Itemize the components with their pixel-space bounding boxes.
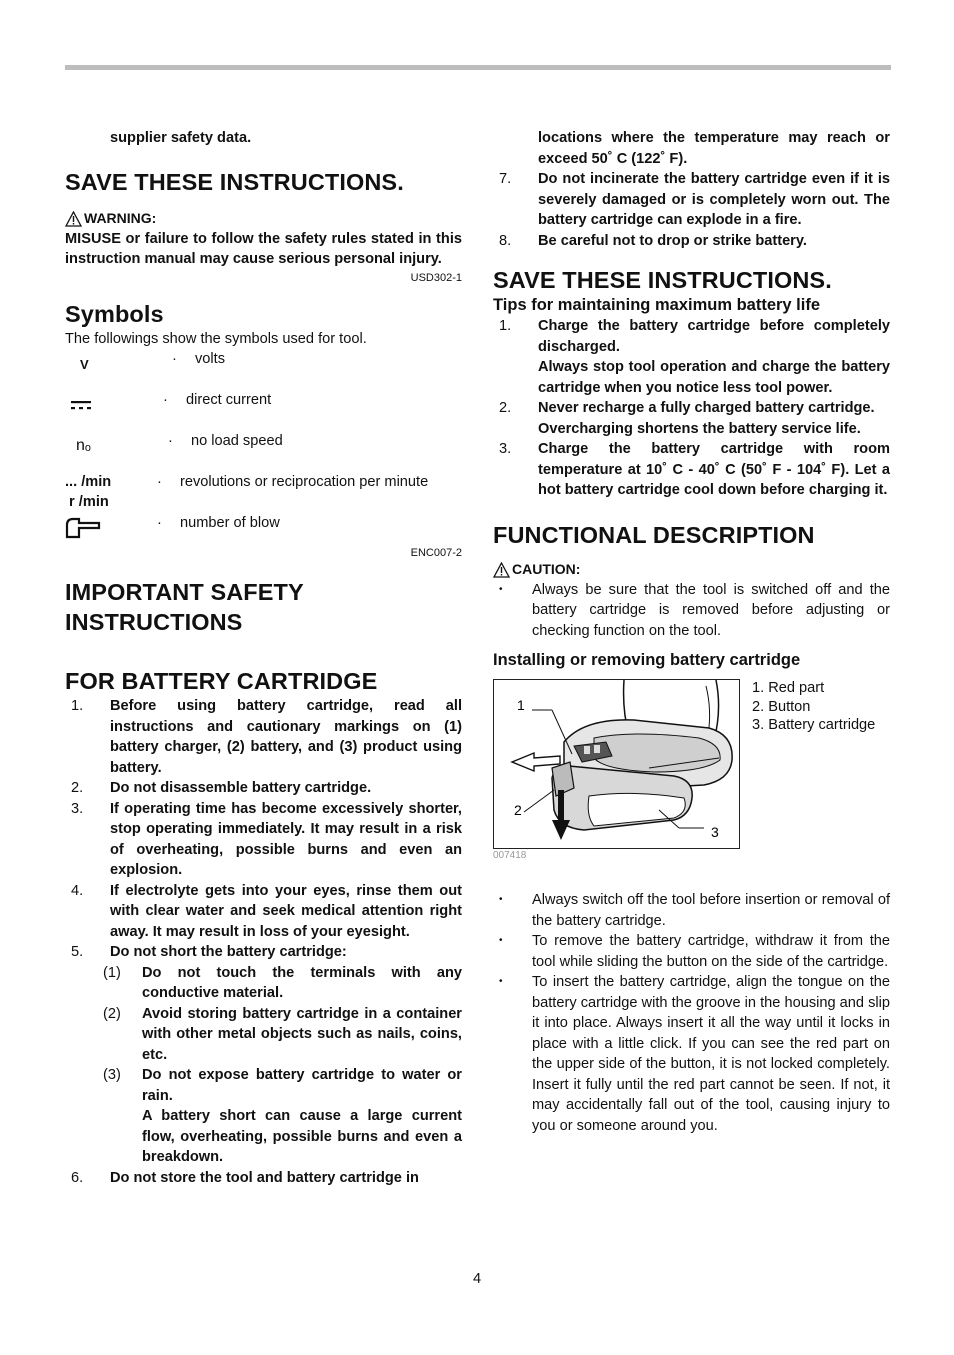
battery-cartridge-illustration bbox=[494, 680, 739, 848]
callout-1: 1 bbox=[517, 697, 525, 713]
list-text: Do not disassemble battery cartridge. bbox=[110, 780, 372, 796]
caution-bullets bbox=[493, 580, 890, 642]
list-number: 2. bbox=[71, 780, 84, 796]
symbol-bullet: · bbox=[172, 351, 177, 367]
warning-header bbox=[65, 209, 462, 227]
sublist-item bbox=[65, 1004, 462, 1066]
page-number: 4 bbox=[472, 1271, 482, 1287]
bullet-dot: • bbox=[499, 583, 503, 595]
no-load-speed-symbol: nₒ bbox=[76, 437, 91, 454]
bullet-dot: • bbox=[499, 976, 503, 987]
symbol-desc: no load speed bbox=[191, 433, 283, 449]
sublist-text: Avoid storing battery cartridge in a container with other metal objects such as nails, coins, etc. bbox=[142, 1005, 462, 1063]
caution-label: CAUTION: bbox=[512, 560, 581, 577]
warning-triangle-icon bbox=[65, 211, 82, 227]
tip-item bbox=[493, 439, 890, 501]
warning-text: MISUSE or failure to follow the safety rules stated in this instruction manual may cause serious personal injury. bbox=[65, 230, 462, 267]
tip-text: Charge the battery cartridge with room temperature at 10˚ C - 40˚ C (50˚ F - 104˚ F). Let a hot battery cartridge cool down before charging it. bbox=[538, 441, 890, 498]
functional-description-heading: FUNCTIONAL DESCRIPTION bbox=[493, 521, 815, 548]
legend-item: 2. Button bbox=[752, 698, 811, 715]
list-text: If electrolyte gets into your eyes, rinse them out with clear water and seek medical attention right away. It may result in loss of your eyesight. bbox=[110, 882, 462, 940]
volts-symbol: V bbox=[80, 357, 89, 372]
symbol-row-volts bbox=[65, 349, 462, 390]
list-number: 7. bbox=[499, 171, 512, 187]
tips-list bbox=[493, 316, 890, 501]
symbol-desc: volts bbox=[195, 351, 226, 367]
symbol-bullet: · bbox=[163, 392, 168, 408]
callout-2: 2 bbox=[514, 802, 522, 818]
tip-note: Always stop tool operation and charge the battery cartridge when you notice less tool power. bbox=[538, 359, 890, 396]
figure-caption: 007418 bbox=[493, 850, 527, 861]
tips-heading: Tips for maintaining maximum battery life bbox=[493, 296, 821, 314]
list-item bbox=[65, 942, 462, 963]
symbol-desc: number of blow bbox=[180, 515, 280, 531]
battery-safety-list-cont bbox=[65, 1168, 462, 1189]
short-circuit-sublist bbox=[65, 963, 462, 1168]
legend-item: 3. Battery cartridge bbox=[752, 717, 876, 733]
direct-current-icon bbox=[71, 398, 93, 414]
save-instructions-heading: SAVE THESE INSTRUCTIONS. bbox=[65, 168, 404, 195]
right-column bbox=[493, 128, 890, 1136]
sublist-number: (3) bbox=[103, 1067, 121, 1083]
list-item bbox=[493, 231, 890, 252]
legend-item: 1. Red part bbox=[752, 680, 825, 696]
sublist-text: Do not touch the terminals with any conductive material. bbox=[142, 964, 462, 1001]
bullet-text: Always be sure that the tool is switched off and the battery cartridge is removed before adjusting or checking function on the tool. bbox=[532, 581, 890, 639]
per-minute-symbol: ... /min r /min bbox=[65, 474, 112, 510]
bullet-item bbox=[493, 890, 890, 931]
list-number: 5. bbox=[71, 944, 84, 960]
symbol-bullet: · bbox=[157, 515, 162, 531]
bullet-text: To insert the battery cartridge, align the tongue on the battery cartridge with the groove in the housing and slip it into place. Always insert it all the way until it locks in place with a little click. If you can see the red part on the upper side of the button, it is not locked completely. Insert it fully until the red part cannot be seen. If not, it may accidentally fall out of the tool, causing injury to you or someone around you. bbox=[532, 974, 890, 1134]
important-safety-heading: IMPORTANT SAFETY bbox=[65, 579, 304, 605]
bullet-dot: • bbox=[499, 935, 503, 946]
symbol-bullet: · bbox=[157, 474, 162, 490]
list-item bbox=[65, 1168, 462, 1189]
list-item bbox=[493, 169, 890, 231]
bullet-text: Always switch off the tool before insertion or removal of the battery cartridge. bbox=[532, 892, 890, 929]
tip-number: 3. bbox=[499, 441, 512, 457]
tip-item bbox=[493, 316, 890, 398]
bullet-item bbox=[493, 972, 890, 1136]
list-item bbox=[65, 881, 462, 943]
header-rule bbox=[65, 65, 891, 70]
battery-safety-list bbox=[65, 696, 462, 963]
symbol-row-dc bbox=[65, 390, 462, 431]
installing-bullets bbox=[493, 890, 890, 1136]
battery-safety-list-right bbox=[493, 169, 890, 251]
caution-triangle-icon bbox=[493, 562, 510, 578]
doc-code-usd: USD302-1 bbox=[410, 271, 462, 284]
sublist-text: Do not expose battery cartridge to water or rain. bbox=[142, 1067, 462, 1104]
list-item bbox=[65, 778, 462, 799]
figure-legend bbox=[752, 679, 875, 862]
bullet-text: To remove the battery cartridge, withdraw it from the tool while sliding the button on the side of the cartridge. bbox=[532, 933, 890, 970]
tip-number: 2. bbox=[499, 400, 512, 416]
list-number: 6. bbox=[71, 1169, 84, 1186]
symbols-table bbox=[65, 349, 462, 554]
bullet-item bbox=[493, 580, 890, 642]
battery-figure bbox=[493, 679, 740, 849]
list-item bbox=[65, 696, 462, 778]
sublist-number: (1) bbox=[103, 964, 121, 981]
list-text: Do not short the battery cartridge: bbox=[110, 944, 347, 960]
bullet-dot: • bbox=[499, 894, 503, 905]
bullet-item bbox=[493, 931, 890, 972]
warning-label: WARNING: bbox=[84, 209, 157, 226]
symbol-row-no-load bbox=[65, 431, 462, 472]
list-number: 3. bbox=[71, 800, 84, 817]
list-number: 8. bbox=[499, 232, 512, 249]
sublist-item bbox=[65, 963, 462, 1004]
battery-cartridge-heading: FOR BATTERY CARTRIDGE bbox=[65, 668, 378, 694]
list-text: Do not incinerate the battery cartridge even if it is severely damaged or is completely worn out. The battery cartridge can explode in a fire. bbox=[538, 171, 890, 228]
tip-note: Overcharging shortens the battery service life. bbox=[538, 420, 861, 437]
caution-header bbox=[493, 560, 890, 578]
list-number: 1. bbox=[71, 698, 84, 714]
save-instructions-heading-2: SAVE THESE INSTRUCTIONS. bbox=[493, 267, 832, 293]
item6-continuation: locations where the temperature may reach or exceed 50˚ C (122˚ F). bbox=[538, 130, 890, 167]
figure-block bbox=[493, 679, 890, 862]
list-text: Before using battery cartridge, read all instructions and cautionary markings on (1) battery charger, (2) battery, and (3) product using battery. bbox=[110, 698, 462, 776]
sublist-item bbox=[65, 1065, 462, 1106]
symbols-heading: Symbols bbox=[65, 300, 164, 327]
tip-text: Charge the battery cartridge before completely discharged. bbox=[538, 318, 890, 355]
sublist-number: (2) bbox=[103, 1005, 121, 1022]
instructions-heading: INSTRUCTIONS bbox=[65, 609, 243, 635]
symbol-row-rpm bbox=[65, 472, 462, 513]
list-number: 4. bbox=[71, 882, 84, 899]
tip-number: 1. bbox=[499, 318, 512, 334]
symbol-desc: revolutions or reciprocation per minute bbox=[180, 474, 429, 490]
list-text: If operating time has become excessively shorter, stop operating immediately. It may result in a risk of overheating, possible burns and even an explosion. bbox=[110, 800, 462, 878]
symbols-intro: The followings show the symbols used for tool. bbox=[65, 330, 367, 347]
list-text: Do not store the tool and battery cartridge in bbox=[110, 1169, 419, 1186]
hammer-blow-icon bbox=[65, 515, 103, 539]
symbol-bullet: · bbox=[168, 433, 173, 449]
doc-code-enc: ENC007-2 bbox=[410, 547, 462, 559]
tip-item bbox=[493, 398, 890, 439]
left-column bbox=[65, 128, 462, 1188]
callout-3: 3 bbox=[711, 824, 719, 840]
short-circuit-note: A battery short can cause a large current flow, overheating, possible burns and even a breakdown. bbox=[142, 1108, 462, 1165]
symbol-desc: direct current bbox=[186, 392, 272, 408]
installing-heading: Installing or removing battery cartridge bbox=[493, 651, 801, 669]
intro-fragment: supplier safety data. bbox=[110, 130, 252, 146]
list-text: Be careful not to drop or strike battery. bbox=[538, 232, 807, 249]
list-item bbox=[65, 799, 462, 881]
tip-text: Never recharge a fully charged battery cartridge. bbox=[538, 400, 875, 416]
